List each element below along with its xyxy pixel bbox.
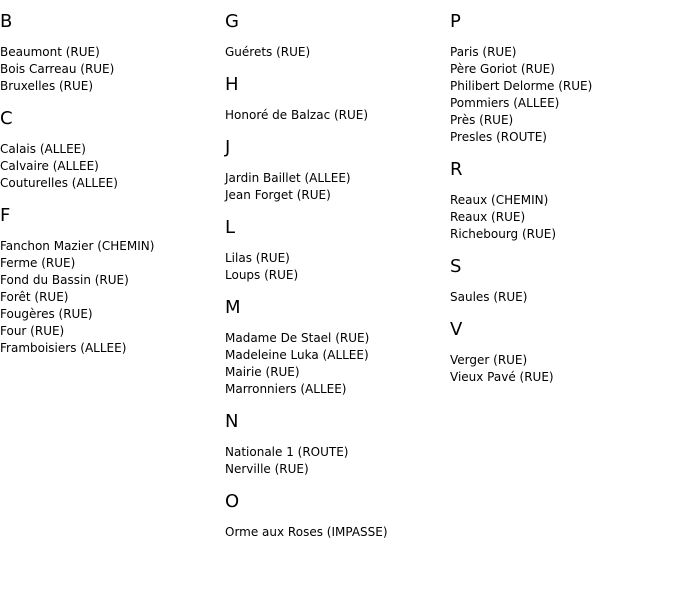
street-column-2 <box>225 12 445 555</box>
street-item[interactable]: Pommiers (ALLEE) <box>450 96 560 110</box>
street-list <box>0 44 220 95</box>
street-item[interactable]: Bois Carreau (RUE) <box>0 62 115 76</box>
letter-heading: V <box>450 319 463 340</box>
letter-heading: C <box>0 108 13 129</box>
street-item[interactable]: Verger (RUE) <box>450 353 528 367</box>
letter-heading: O <box>225 491 240 512</box>
street-item[interactable]: Lilas (RUE) <box>225 251 290 265</box>
letter-heading: G <box>225 11 239 32</box>
street-item[interactable]: Beaumont (RUE) <box>0 45 100 59</box>
street-item[interactable]: Reaux (RUE) <box>450 210 526 224</box>
street-item[interactable]: Ferme (RUE) <box>0 256 76 270</box>
letter-group <box>450 12 670 146</box>
letter-group <box>225 492 445 541</box>
street-list <box>225 44 445 61</box>
street-item[interactable]: Fond du Bassin (RUE) <box>0 273 129 287</box>
street-item[interactable]: Fanchon Mazier (CHEMIN) <box>0 239 155 253</box>
letter-group <box>225 218 445 284</box>
street-list <box>225 170 445 204</box>
street-list <box>225 524 445 541</box>
street-item[interactable]: Mairie (RUE) <box>225 365 300 379</box>
street-item[interactable]: Nationale 1 (ROUTE) <box>225 445 349 459</box>
street-column-3 <box>450 12 670 400</box>
letter-heading: S <box>450 256 462 277</box>
street-list <box>0 238 220 357</box>
letter-heading: B <box>0 11 13 32</box>
street-item[interactable]: Près (RUE) <box>450 113 514 127</box>
letter-group <box>225 298 445 398</box>
street-item[interactable]: Four (RUE) <box>0 324 65 338</box>
street-item[interactable]: Nerville (RUE) <box>225 462 309 476</box>
street-list <box>450 192 670 243</box>
street-list <box>450 352 670 386</box>
letter-heading: F <box>0 205 11 226</box>
letter-group <box>450 320 670 386</box>
street-list <box>225 444 445 478</box>
street-item[interactable]: Loups (RUE) <box>225 268 299 282</box>
street-item[interactable]: Madeleine Luka (ALLEE) <box>225 348 369 362</box>
street-item[interactable]: Père Goriot (RUE) <box>450 62 555 76</box>
street-item[interactable]: Paris (RUE) <box>450 45 517 59</box>
letter-heading: L <box>225 217 236 238</box>
letter-heading: J <box>225 137 231 158</box>
street-list <box>450 289 670 306</box>
street-item[interactable]: Framboisiers (ALLEE) <box>0 341 127 355</box>
street-list <box>450 44 670 146</box>
street-item[interactable]: Vieux Pavé (RUE) <box>450 370 554 384</box>
street-item[interactable]: Calais (ALLEE) <box>0 142 86 156</box>
street-item[interactable]: Philibert Delorme (RUE) <box>450 79 593 93</box>
street-item[interactable]: Calvaire (ALLEE) <box>0 159 99 173</box>
street-column-1 <box>0 12 220 371</box>
street-list <box>225 107 445 124</box>
letter-group <box>0 206 220 357</box>
letter-group <box>225 12 445 61</box>
street-item[interactable]: Bruxelles (RUE) <box>0 79 94 93</box>
letter-group <box>225 138 445 204</box>
street-list <box>225 330 445 398</box>
letter-group <box>0 12 220 95</box>
street-item[interactable]: Honoré de Balzac (RUE) <box>225 108 369 122</box>
street-item[interactable]: Saules (RUE) <box>450 290 528 304</box>
letter-group <box>225 412 445 478</box>
letter-heading: H <box>225 74 239 95</box>
letter-heading: P <box>450 11 461 32</box>
letter-group <box>0 109 220 192</box>
street-item[interactable]: Jardin Baillet (ALLEE) <box>225 171 351 185</box>
street-item[interactable]: Guérets (RUE) <box>225 45 311 59</box>
letter-heading: N <box>225 411 239 432</box>
street-item[interactable]: Fougères (RUE) <box>0 307 93 321</box>
street-list <box>225 250 445 284</box>
street-item[interactable]: Orme aux Roses (IMPASSE) <box>225 525 388 539</box>
street-item[interactable]: Forêt (RUE) <box>0 290 69 304</box>
letter-group <box>450 257 670 306</box>
street-item[interactable]: Madame De Stael (RUE) <box>225 331 370 345</box>
street-item[interactable]: Couturelles (ALLEE) <box>0 176 118 190</box>
letter-group <box>225 75 445 124</box>
street-item[interactable]: Jean Forget (RUE) <box>225 188 331 202</box>
letter-heading: R <box>450 159 463 180</box>
letter-heading: M <box>225 297 241 318</box>
street-item[interactable]: Marronniers (ALLEE) <box>225 382 347 396</box>
street-item[interactable]: Presles (ROUTE) <box>450 130 547 144</box>
street-list <box>0 141 220 192</box>
letter-group <box>450 160 670 243</box>
street-item[interactable]: Reaux (CHEMIN) <box>450 193 549 207</box>
street-item[interactable]: Richebourg (RUE) <box>450 227 557 241</box>
